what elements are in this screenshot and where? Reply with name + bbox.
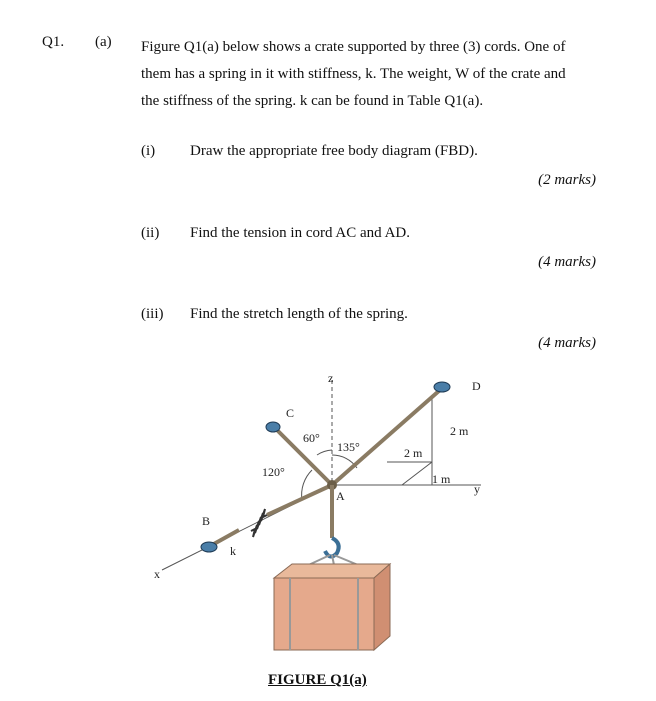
label-1m: 1 m (432, 472, 451, 486)
label-2m-vertical: 2 m (450, 424, 469, 438)
subpart-text: Find the tension in cord AC and AD. (190, 225, 410, 241)
crate-side (374, 564, 390, 650)
subpart-marks: (2 marks) (538, 172, 596, 188)
label-d: D (472, 379, 481, 393)
question-intro (141, 34, 566, 115)
ring-c-icon (266, 422, 280, 432)
label-b: B (202, 514, 211, 528)
label-c: C (286, 406, 295, 420)
cord-ab (212, 530, 239, 545)
label-120: 120° (262, 465, 285, 479)
label-k: k (230, 544, 236, 558)
subpart-label: (ii) (141, 225, 160, 241)
label-2m: 2 m (404, 446, 423, 460)
intro-line: the stiffness of the spring. k can be found in Table Q1(a). (141, 93, 484, 109)
cord-ab (267, 485, 332, 515)
dim-line (402, 462, 432, 485)
subpart-label: (iii) (141, 306, 164, 322)
ring-d-icon (434, 382, 450, 392)
label-60: 60° (303, 431, 320, 445)
cord-ad (332, 390, 440, 485)
ring-b-icon (201, 542, 217, 552)
label-a: A (336, 489, 345, 503)
label-135: 135° (337, 440, 360, 454)
angle-arc-60 (317, 450, 332, 455)
hook-icon (325, 538, 339, 557)
intro-line: Figure Q1(a) below shows a crate supported by three (3) cords. One of (141, 39, 566, 55)
crate-cord-figure (142, 360, 502, 665)
subpart-marks: (4 marks) (538, 335, 596, 351)
subpart-text: Draw the appropriate free body diagram (FBD). (190, 143, 478, 159)
subpart-label: (i) (141, 143, 156, 159)
subpart-text: Find the stretch length of the spring. (190, 306, 408, 322)
crate-top (274, 564, 390, 578)
figure-caption: FIGURE Q1(a) (268, 672, 367, 688)
spring-icon (251, 509, 267, 537)
intro-line: them has a spring in it with stiffness, k. The weight, W of the crate and (141, 66, 566, 82)
label-z: z (328, 371, 334, 385)
label-x: x (154, 567, 160, 581)
label-y: y (474, 482, 480, 496)
subpart-marks: (4 marks) (538, 254, 596, 270)
question-part: (a) (95, 34, 112, 50)
question-number: Q1. (42, 34, 65, 50)
